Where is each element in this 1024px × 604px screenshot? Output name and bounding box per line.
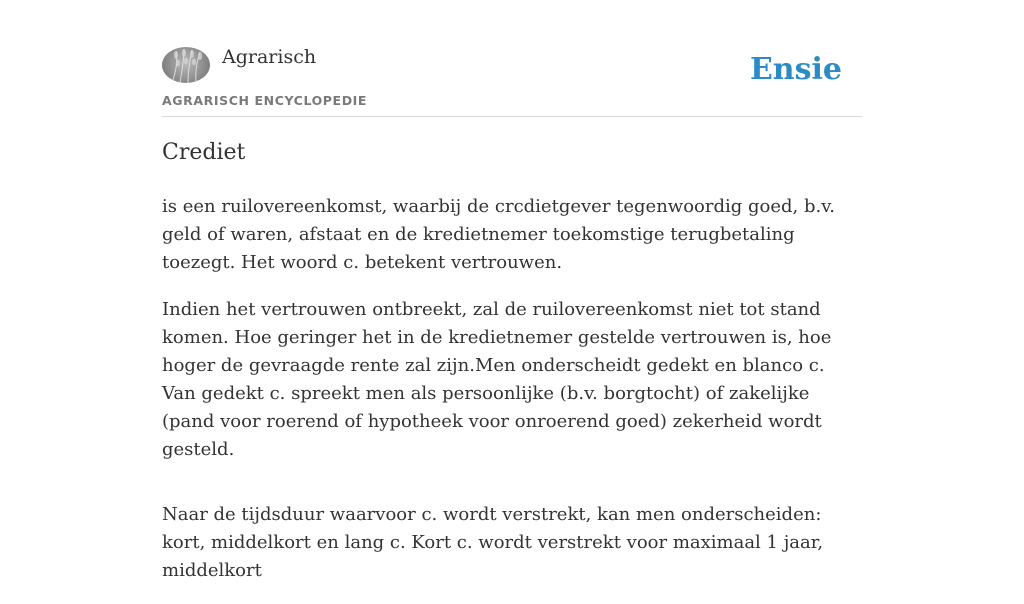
page-title: Crediet (162, 140, 246, 165)
site-subtitle: AGRARISCH ENCYCLOPEDIE (162, 93, 368, 108)
wheat-icon[interactable] (162, 47, 210, 83)
brand-logo-link[interactable]: Ensie (749, 52, 842, 87)
article-paragraph: is een ruilovereenkomst, waarbij de crcdietgever tegenwoordig goed, b.v. geld of waren, afstaat en de kredietnemer toekomstige terugbetaling toezegt. Het woord c. betekent vertrouwen. (162, 196, 835, 273)
article-body (162, 193, 862, 604)
site-header (162, 46, 862, 117)
article-paragraph: Naar de tijdsduur waarvoor c. wordt verstrekt, kan men onderscheiden: kort, middelkort en lang c. Kort c. wordt verstrekt voor maximaal 1 jaar, middelkort (162, 504, 824, 581)
site-name[interactable]: Agrarisch (222, 46, 317, 68)
article-paragraph: Indien het vertrouwen ontbreekt, zal de ruilovereenkomst niet tot stand komen. Hoe geringer het in de kredietnemer gestelde vertrouwen is, hoe hoger de gevraagde rente zal zijn.Men onderscheidt gedekt en blanco c. Van gedekt c. spreekt men als persoonlijke (b.v. borgtocht) of zakelijke (pand voor roerend of hypotheek voor onroerend goed) zekerheid wordt gesteld. (162, 299, 832, 460)
